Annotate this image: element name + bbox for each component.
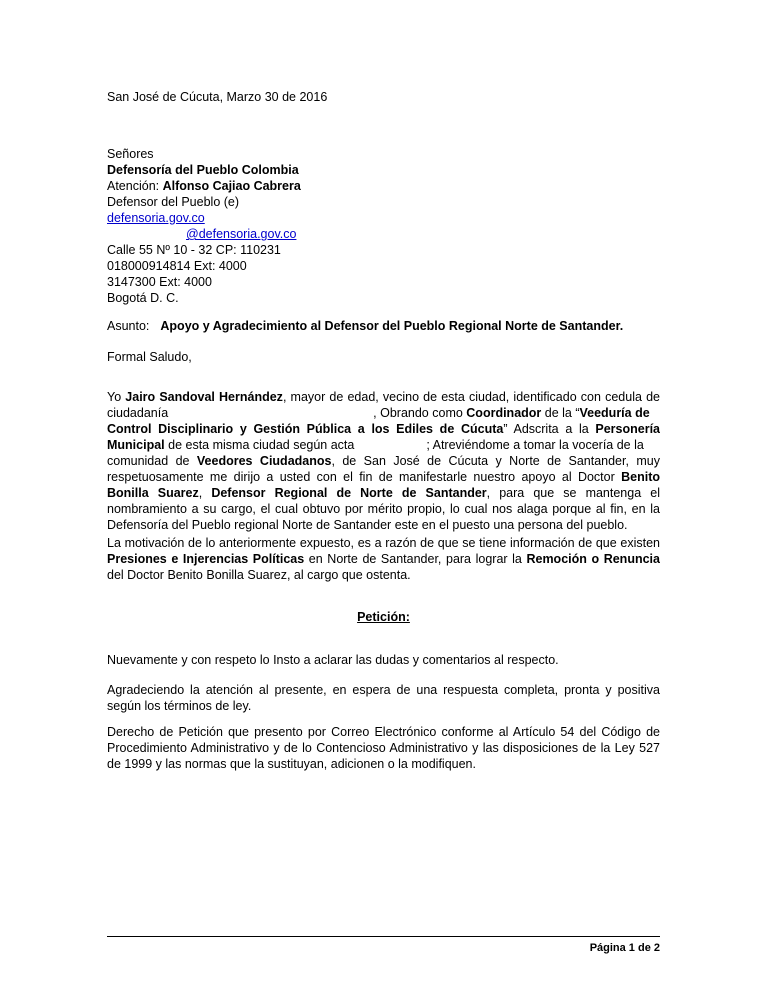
- paragraph-5: Derecho de Petición que presento por Correo Electrónico conforme al Artículo 54 del Código de Procedimiento Administrativo y de lo Contencioso Administrativo y las disposiciones de la Ley 527 de 1999 y las normas que la sustituyan, adicionen o la modifiquen.: [107, 725, 660, 771]
- recipient-org: Defensoría del Pueblo Colombia: [107, 163, 299, 177]
- recipient-address: Calle 55 Nº 10 - 32 CP: 110231: [107, 243, 281, 257]
- website-link[interactable]: defensoria.gov.co: [107, 211, 205, 225]
- petition-heading: Petición:: [357, 610, 410, 624]
- attention-name: Alfonso Cajiao Cabrera: [162, 179, 301, 193]
- page-number: Página 1 de 2: [589, 942, 660, 954]
- paragraph-3: Nuevamente y con respeto lo Insto a aclarar las dudas y comentarios al respecto.: [107, 653, 559, 667]
- subject-label: Asunto:: [107, 319, 150, 333]
- email-link[interactable]: @defensoria.gov.co: [186, 227, 297, 241]
- recipient-phone1: 018000914814 Ext: 4000: [107, 259, 247, 273]
- salutation: Señores: [107, 147, 154, 161]
- paragraph-1: Yo Jairo Sandoval Hernández, mayor de edad, vecino de esta ciudad, identificado con cedula de ciudadanía , Obrando como Coordinador de la “Veeduría de Control Disciplinario y Gestión Pública a los Ediles de Cúcuta” Adscrita a la Personería Municipal de esta misma ciudad según acta ; Atreviéndome a tomar la vocería de la comunidad de Veedores Ciudadanos, de San José de Cúcuta y Norte de Santander, muy respetuosamente me dirijo a usted con el fin de manifestarle nuestro apoyo al Doctor Benito Bonilla Suarez, Defensor Regional de Norte de Santander, para que se mantenga el nombramiento a su cargo, el cual obtuvo por mérito propio, lo cual nos alaga porque al fin, en la Defensoría del Pueblo regional Norte de Santander este en el puesto una persona del pueblo.: [107, 390, 660, 532]
- attention-label: Atención:: [107, 179, 163, 193]
- recipient-block: [107, 146, 660, 306]
- paragraph-2: La motivación de lo anteriormente expuesto, es a razón de que se tiene información de que existen Presiones e Injerencias Políticas en Norte de Santander, para lograr la Remoción o Renuncia del Doctor Benito Bonilla Suarez, al cargo que ostenta.: [107, 536, 660, 582]
- greeting: Formal Saludo,: [107, 350, 192, 364]
- paragraph-4: Agradeciendo la atención al presente, en espera de una respuesta completa, pronta y positiva según los términos de ley.: [107, 683, 660, 713]
- date-line: San José de Cúcuta, Marzo 30 de 2016: [107, 90, 328, 104]
- recipient-city: Bogotá D. C.: [107, 291, 179, 305]
- recipient-phone2: 3147300 Ext: 4000: [107, 275, 212, 289]
- recipient-title: Defensor del Pueblo (e): [107, 195, 240, 209]
- subject-line: [107, 318, 660, 334]
- subject-text: Apoyo y Agradecimiento al Defensor del Pueblo Regional Norte de Santander.: [160, 319, 624, 333]
- page-footer: [107, 936, 660, 956]
